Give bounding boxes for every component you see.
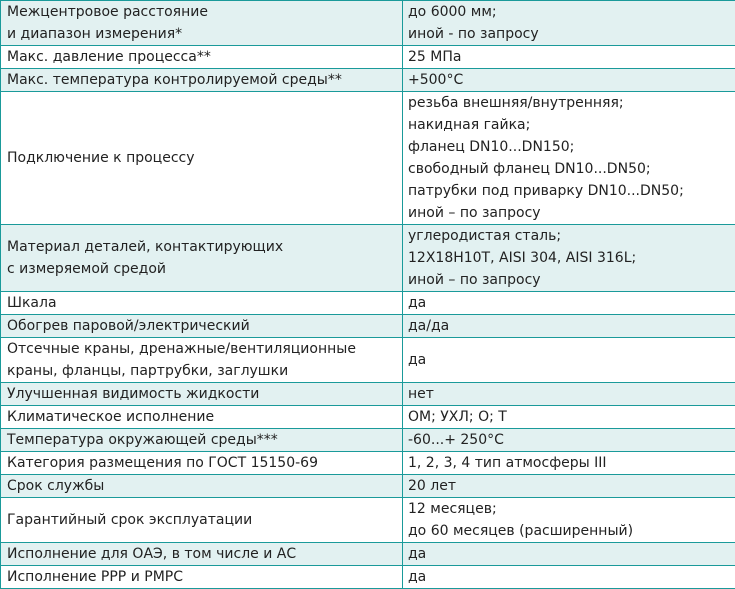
value-cell: резьба внешняя/внутренняя; накидная гайка; фланец DN10...DN150; свободный фланец DN10...DN50; патрубки под приварку DN10...DN50; иной – по запросу xyxy=(403,92,735,225)
table-row xyxy=(1,498,735,543)
value-cell: углеродистая сталь; 12Х18Н10Т, AISI 304, AISI 316L; иной – по запросу xyxy=(403,225,735,292)
table-row xyxy=(1,225,735,292)
table-row xyxy=(1,452,735,475)
param-cell: Шкала xyxy=(1,292,403,315)
param-cell: Исполнение для ОАЭ, в том числе и АС xyxy=(1,543,403,566)
param-cell: Макс. давление процесса** xyxy=(1,46,403,69)
param-cell: Подключение к процессу xyxy=(1,92,403,225)
value-cell: нет xyxy=(403,383,735,406)
param-cell: Срок службы xyxy=(1,475,403,498)
table-row xyxy=(1,69,735,92)
table-row xyxy=(1,429,735,452)
value-cell: да/да xyxy=(403,315,735,338)
table-row xyxy=(1,315,735,338)
table-row xyxy=(1,292,735,315)
param-cell: Исполнение РРР и РМРС xyxy=(1,566,403,589)
param-cell: Климатическое исполнение xyxy=(1,406,403,429)
value-cell: 25 МПа xyxy=(403,46,735,69)
value-cell: +500°С xyxy=(403,69,735,92)
value-cell: да xyxy=(403,543,735,566)
param-cell: Улучшенная видимость жидкости xyxy=(1,383,403,406)
table-row xyxy=(1,383,735,406)
value-cell: да xyxy=(403,566,735,589)
table-row xyxy=(1,46,735,69)
param-cell: Температура окружающей среды*** xyxy=(1,429,403,452)
table-row xyxy=(1,475,735,498)
table-row xyxy=(1,543,735,566)
value-cell: да xyxy=(403,292,735,315)
param-cell: Обогрев паровой/электрический xyxy=(1,315,403,338)
value-cell: до 6000 мм; иной - по запросу xyxy=(403,1,735,46)
param-cell: Материал деталей, контактирующих с измеряемой средой xyxy=(1,225,403,292)
param-cell: Гарантийный срок эксплуатации xyxy=(1,498,403,543)
table-row xyxy=(1,92,735,225)
param-cell: Межцентровое расстояние и диапазон измерения* xyxy=(1,1,403,46)
value-cell: 20 лет xyxy=(403,475,735,498)
param-cell: Макс. температура контролируемой среды** xyxy=(1,69,403,92)
value-cell: 12 месяцев; до 60 месяцев (расширенный) xyxy=(403,498,735,543)
value-cell: 1, 2, 3, 4 тип атмосферы III xyxy=(403,452,735,475)
table-row xyxy=(1,566,735,589)
value-cell: да xyxy=(403,338,735,383)
param-cell: Отсечные краны, дренажные/вентиляционные краны, фланцы, партрубки, заглушки xyxy=(1,338,403,383)
table-row xyxy=(1,1,735,46)
value-cell: -60...+ 250°С xyxy=(403,429,735,452)
param-cell: Категория размещения по ГОСТ 15150-69 xyxy=(1,452,403,475)
value-cell: ОМ; УХЛ; О; Т xyxy=(403,406,735,429)
table-row xyxy=(1,338,735,383)
table-row xyxy=(1,406,735,429)
